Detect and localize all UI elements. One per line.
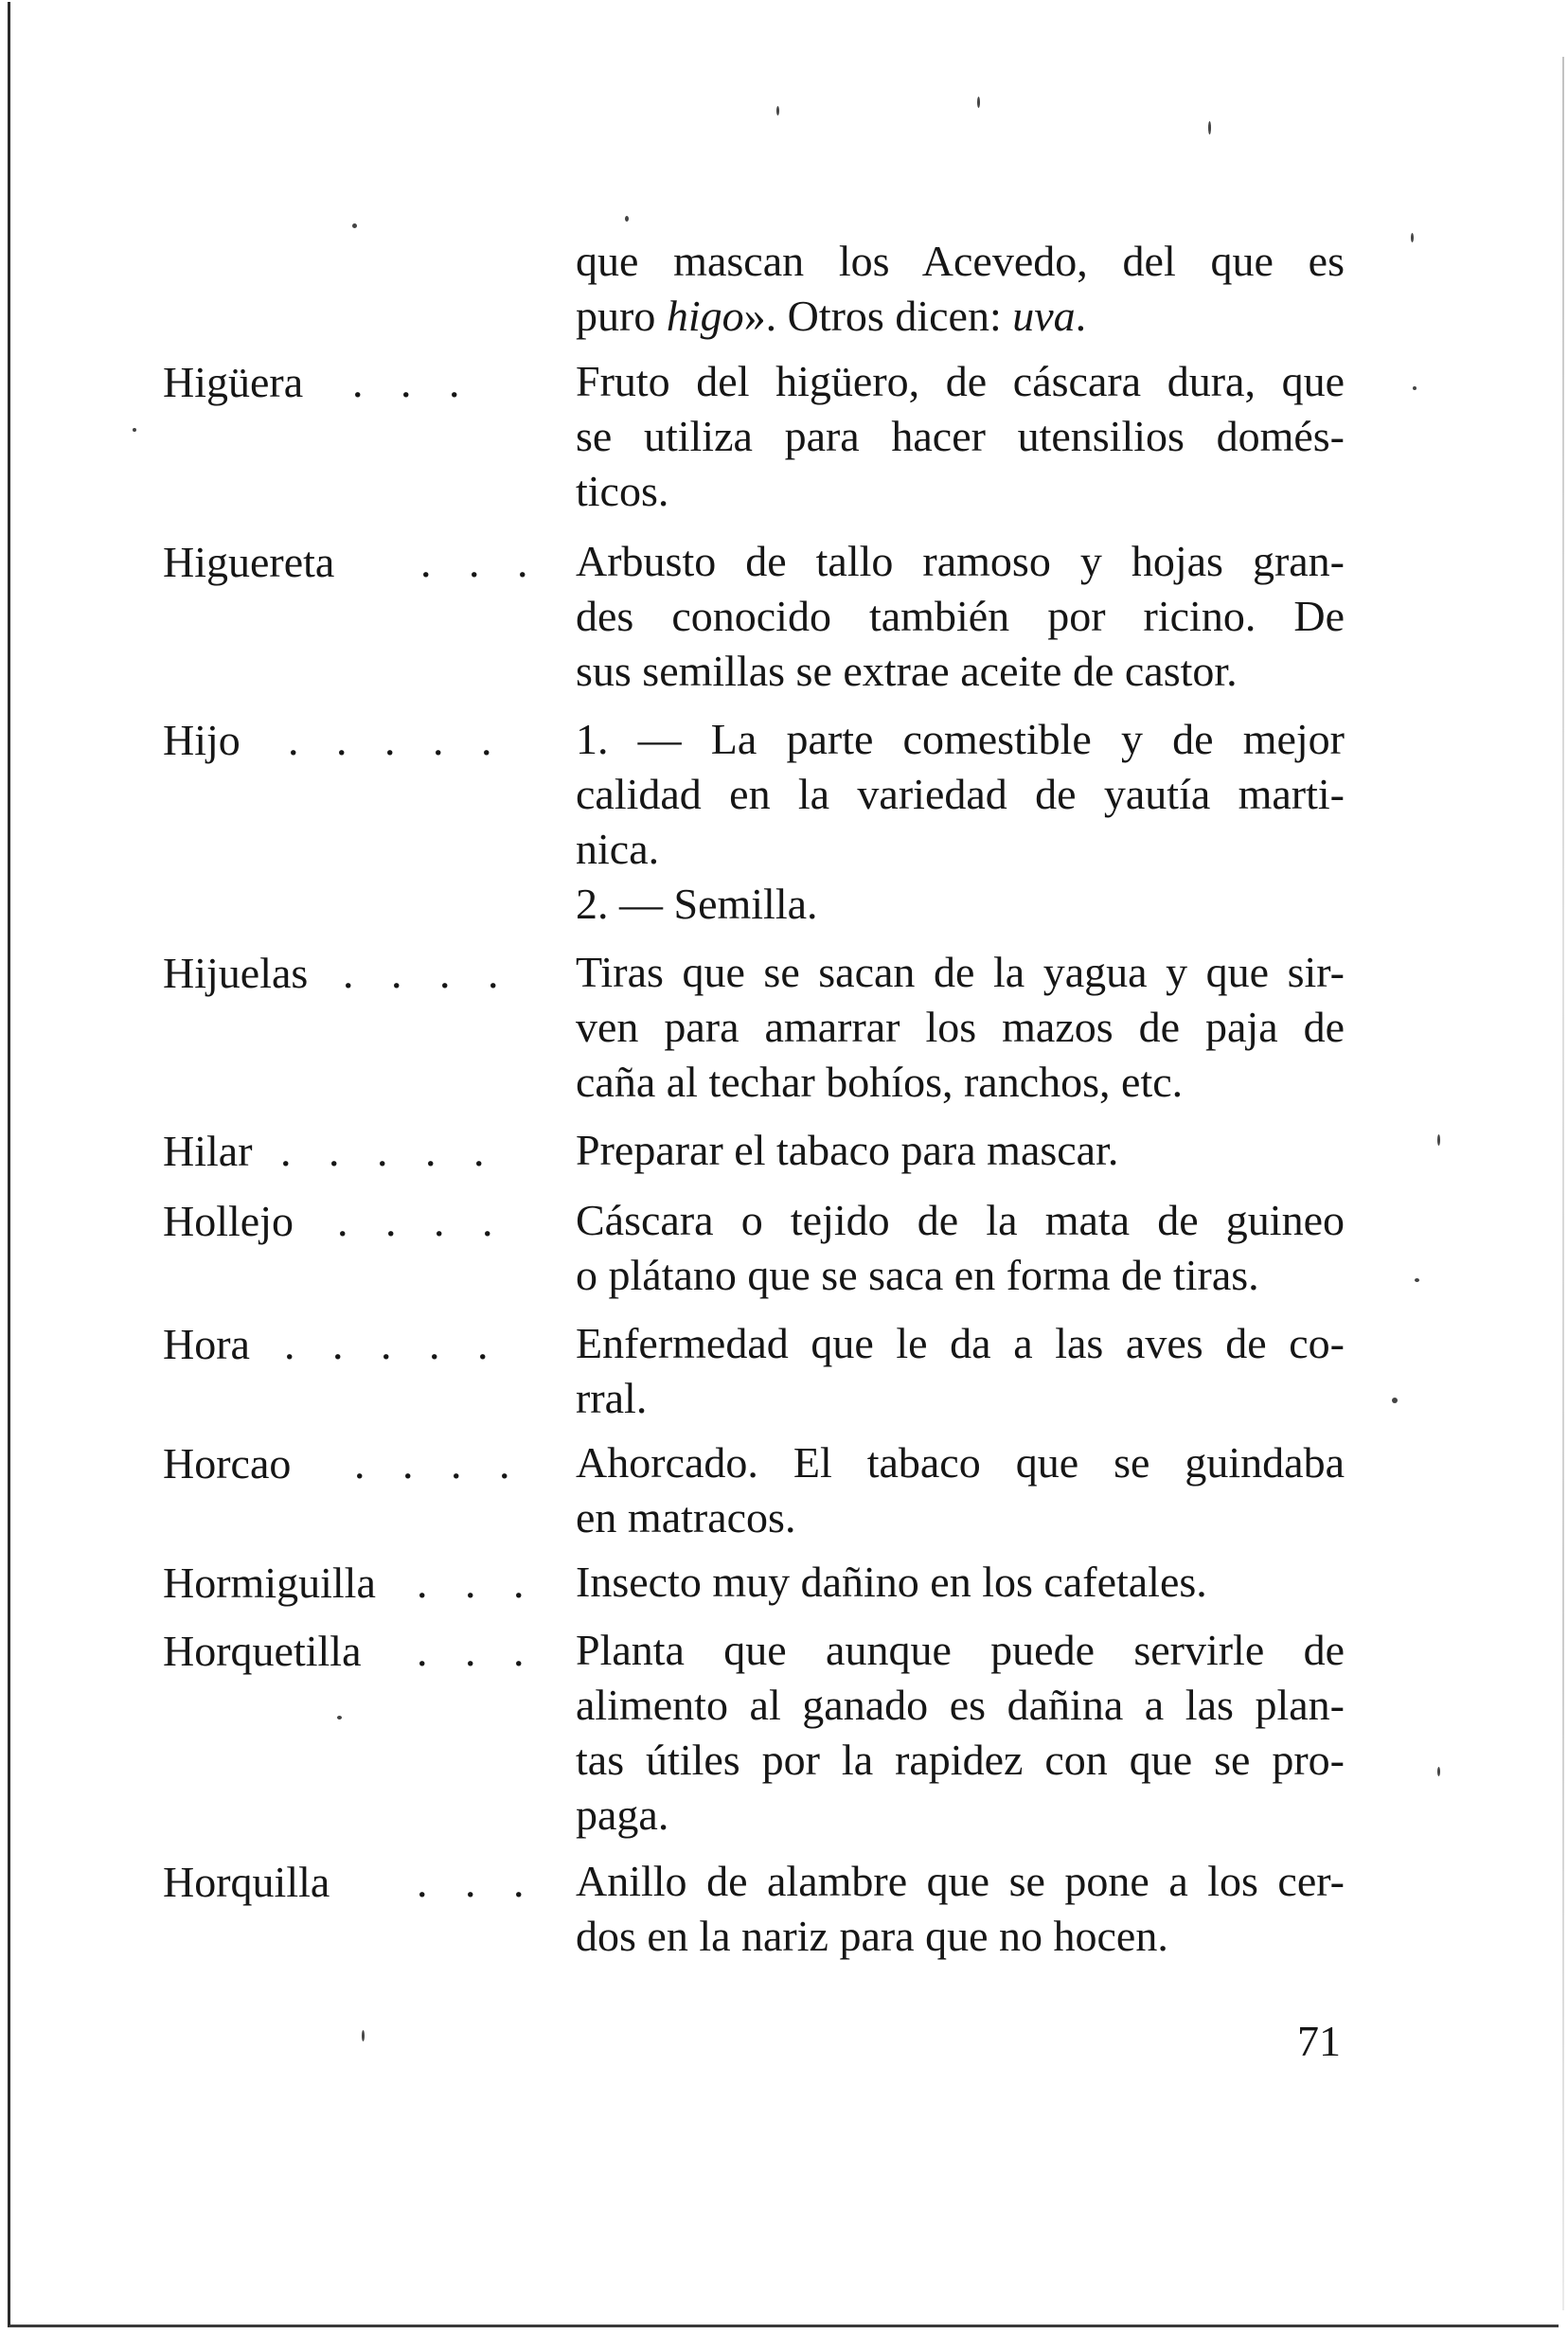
entry-leader-dots: . . . . — [343, 949, 512, 997]
definition-line: o plátano que se saca en forma de tiras. — [576, 1251, 1259, 1299]
entry-definition — [576, 1123, 1345, 1178]
scan-speck — [337, 1716, 342, 1719]
entry-leader-dots: . . . — [352, 358, 473, 406]
definition-text: . — [1075, 292, 1087, 340]
scan-speck — [352, 223, 357, 228]
entry-term: Horquilla — [163, 1858, 330, 1906]
entry-definition — [576, 534, 1345, 699]
entry-definition — [576, 1316, 1345, 1426]
scan-speck — [133, 428, 136, 432]
entry-definition — [576, 1854, 1345, 1964]
entry-term: Hormiguilla — [163, 1559, 376, 1607]
scan-speck — [362, 2030, 365, 2041]
scan-speck — [1437, 1767, 1440, 1776]
definition-line: Planta que aunque puede servirle de — [576, 1626, 1345, 1674]
entry-definition — [576, 1435, 1345, 1545]
entry-term: Higuereta — [163, 538, 335, 586]
definition-line: Tiras que se sacan de la yagua y que sir- — [576, 948, 1345, 996]
entry-term: Hilar — [163, 1127, 253, 1175]
definition-line: Preparar el tabaco para mascar. — [576, 1126, 1119, 1174]
definition-line: paga. — [576, 1791, 669, 1839]
entry-definition — [576, 354, 1345, 519]
scan-speck — [1411, 233, 1414, 242]
entry-definition — [576, 1193, 1345, 1303]
definition-line — [576, 289, 1345, 344]
definition-text: ». Otros dicen: — [743, 292, 1013, 340]
definition-line: Anillo de alambre que se pone a los cer- — [576, 1857, 1345, 1905]
definition-line: tas útiles por la rapidez con que se pro- — [576, 1736, 1345, 1784]
entry-term: Higüera — [163, 358, 304, 406]
definition-line: rral. — [576, 1374, 648, 1422]
continuation-definition — [576, 234, 1345, 344]
entry-definition — [576, 1623, 1345, 1843]
definition-line: ven para amarrar los mazos de paja de — [576, 1003, 1345, 1051]
definition-line: alimento al ganado es dañina a las plan- — [576, 1681, 1345, 1729]
entry-leader-dots: . . . . . — [284, 1320, 502, 1368]
scan-speck — [1413, 386, 1417, 390]
definition-line: en matracos. — [576, 1493, 796, 1541]
entry-definition — [576, 712, 1345, 932]
entry-definition — [576, 1555, 1345, 1610]
entry-leader-dots: . . . . — [337, 1197, 507, 1245]
definition-line: caña al techar bohíos, ranchos, etc. — [576, 1058, 1184, 1106]
definition-line: Cáscara o tejido de la mata de guineo — [576, 1196, 1345, 1244]
entry-leader-dots: . . . . — [354, 1439, 524, 1488]
entry-definition — [576, 945, 1345, 1110]
entry-term: Hora — [163, 1320, 250, 1368]
definition-line: que mascan los Acevedo, del que es — [576, 237, 1345, 285]
definition-line: sus semillas se extrae aceite de castor. — [576, 647, 1238, 695]
definition-line: Insecto muy dañino en los cafetales. — [576, 1558, 1207, 1606]
definition-text: puro — [576, 292, 667, 340]
entry-leader-dots: . . . — [420, 538, 542, 586]
entry-term: Horquetilla — [163, 1627, 362, 1675]
definition-line: 2. — Semilla. — [576, 880, 818, 928]
entry-leader-dots: . . . — [417, 1858, 538, 1906]
entry-leader-dots: . . . . . — [288, 716, 506, 764]
page-number: 71 — [1297, 2017, 1341, 2065]
scan-speck — [1392, 1398, 1398, 1403]
page-edge-shadow — [1562, 57, 1564, 2310]
scan-speck — [776, 106, 779, 116]
entry-leader-dots: . . . . . — [280, 1127, 498, 1175]
definition-line: nica. — [576, 825, 660, 873]
entry-term: Hijuelas — [163, 949, 309, 997]
definition-italic-text: higo — [666, 292, 744, 340]
definition-line: des conocido también por ricino. De — [576, 592, 1345, 640]
scan-speck — [1208, 121, 1211, 134]
definition-line: Ahorcado. El tabaco que se guindaba — [576, 1438, 1345, 1487]
entry-leader-dots: . . . — [417, 1627, 538, 1675]
definition-line: 1. — La parte comestible y de mejor — [576, 715, 1345, 763]
entry-leader-dots: . . . — [417, 1559, 538, 1607]
definition-italic-text: uva — [1012, 292, 1076, 340]
definition-line: Fruto del higüero, de cáscara dura, que — [576, 357, 1345, 405]
entry-term: Horcao — [163, 1439, 292, 1488]
definition-line: calidad en la variedad de yautía marti- — [576, 770, 1345, 818]
scan-speck — [625, 216, 629, 222]
definition-line: ticos. — [576, 467, 669, 515]
definition-line: se utiliza para hacer utensilios domés- — [576, 412, 1345, 460]
definition-line: Arbusto de tallo ramoso y hojas gran- — [576, 537, 1345, 585]
definition-line: dos en la nariz para que no hocen. — [576, 1912, 1168, 1960]
scan-speck — [1415, 1278, 1419, 1282]
entry-term: Hijo — [163, 716, 241, 764]
scan-speck — [977, 97, 980, 108]
entry-term: Hollejo — [163, 1197, 294, 1245]
definition-line: Enfermedad que le da a las aves de co- — [576, 1319, 1345, 1367]
scan-speck — [1437, 1134, 1440, 1146]
